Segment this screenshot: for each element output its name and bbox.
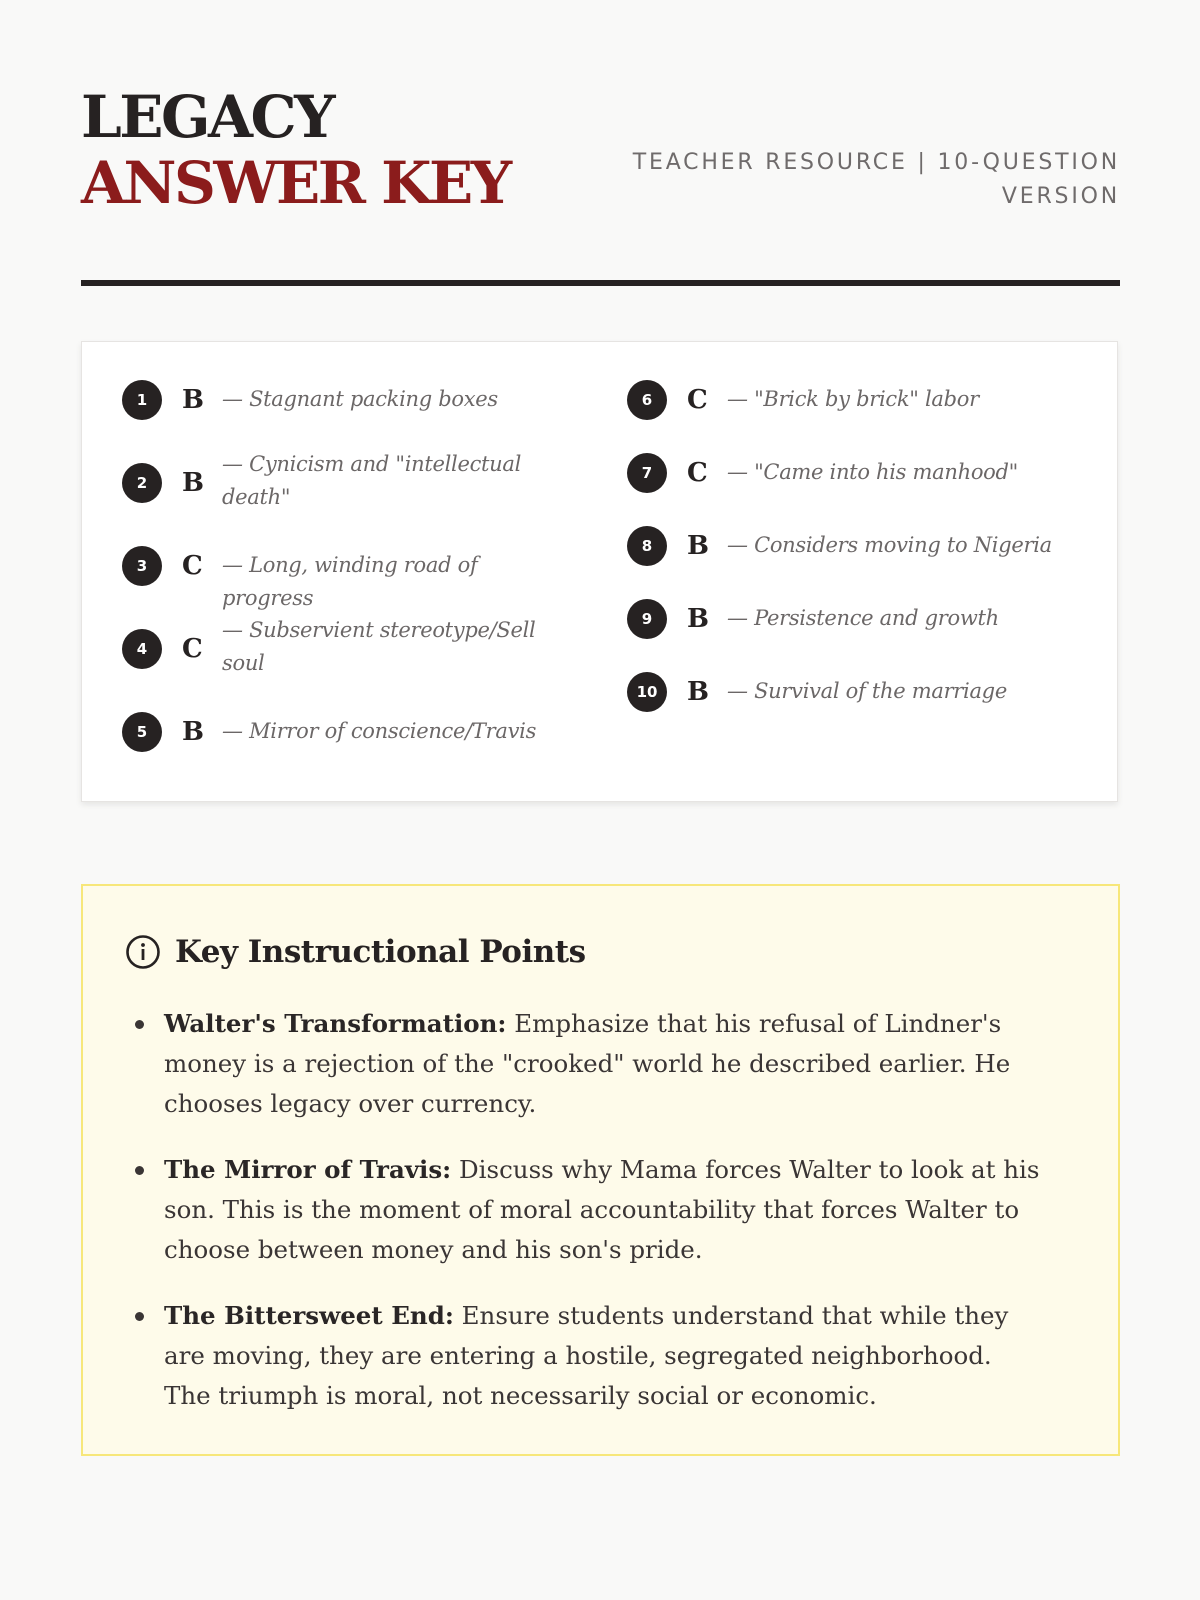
question-number-badge: 3	[122, 546, 162, 586]
page	[81, 0, 1120, 1410]
title-part-1: LEGACY	[81, 83, 334, 151]
answer-description: — Mirror of conscience/Travis	[222, 719, 537, 743]
answer-letter: C	[687, 385, 708, 415]
question-number-badge: 4	[122, 629, 162, 669]
bullet	[135, 1020, 144, 1029]
page-subtitle: TEACHER RESOURCE | 10-QUESTION VERSION	[632, 150, 1120, 209]
point-label: Walter's Transformation:	[164, 1009, 507, 1038]
header-divider	[81, 280, 1120, 286]
answer-description: — Long, winding road of progress	[222, 553, 478, 610]
instructional-point	[83, 1004, 1044, 1124]
info-icon	[125, 934, 161, 970]
answer-letter: B	[182, 717, 204, 747]
answer-letter: B	[182, 468, 204, 498]
bullet	[135, 1312, 144, 1321]
answer-letter: C	[182, 551, 203, 581]
answer-description: — "Came into his manhood"	[727, 460, 1019, 484]
title-part-2: ANSWER KEY	[81, 149, 510, 217]
header	[81, 0, 1120, 290]
answer-description: — Subservient stereotype/Sell soul	[222, 618, 536, 675]
answer-description: — Survival of the marriage	[727, 679, 1007, 703]
question-number-badge: 5	[122, 712, 162, 752]
instructional-point	[83, 1296, 1044, 1416]
instructional-point	[83, 1150, 1044, 1270]
answer-description: — Cynicism and "intellectual death"	[222, 452, 522, 509]
question-number-badge: 7	[627, 453, 667, 493]
question-number-badge: 10	[627, 672, 667, 712]
answer-letter: B	[182, 385, 204, 415]
point-label: The Bittersweet End:	[164, 1301, 454, 1330]
point-label: The Mirror of Travis:	[164, 1155, 452, 1184]
answer-description: — Stagnant packing boxes	[222, 387, 498, 411]
question-number-badge: 8	[627, 526, 667, 566]
question-number-badge: 9	[627, 599, 667, 639]
answer-description: — "Brick by brick" labor	[727, 387, 979, 411]
answers-card	[81, 341, 1118, 802]
instructional-points-heading: Key Instructional Points	[175, 934, 586, 970]
bullet	[135, 1166, 144, 1175]
answer-letter: B	[687, 531, 709, 561]
instructional-points-header	[125, 930, 586, 974]
point-text: Emphasize that his refusal of Lindner's money is a rejection of the "crooked" world he described earlier. He chooses legacy over currency.	[164, 1009, 1011, 1118]
answer-letter: C	[687, 458, 708, 488]
question-number-badge: 6	[627, 380, 667, 420]
answer-letter: C	[182, 634, 203, 664]
answer-letter: B	[687, 677, 709, 707]
instructional-points-box	[81, 884, 1120, 1456]
point-text: Ensure students understand that while they are moving, they are entering a hostile, segregated neighborhood. The triumph is moral, not necessarily social or economic.	[164, 1301, 1009, 1410]
question-number-badge: 1	[122, 380, 162, 420]
instructional-points-list	[83, 1004, 1122, 1442]
page-title	[81, 84, 621, 216]
question-number-badge: 2	[122, 463, 162, 503]
point-text: Discuss why Mama forces Walter to look at his son. This is the moment of moral accountability that forces Walter to choose between money and his son's pride.	[164, 1155, 1040, 1264]
answer-description: — Considers moving to Nigeria	[727, 533, 1052, 557]
answer-letter: B	[687, 604, 709, 634]
answer-description: — Persistence and growth	[727, 606, 999, 630]
